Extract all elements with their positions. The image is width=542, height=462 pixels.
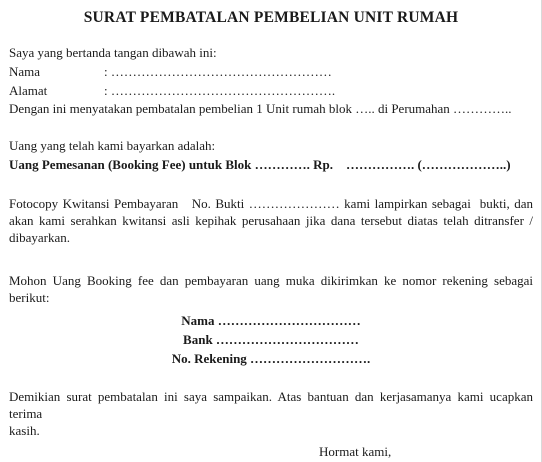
bank-detail-nama: Nama …………………………… [181, 313, 361, 328]
closing-line-1: Demikian surat pembatalan ini saya sampaikan. Atas bantuan dan kerjasamanya kami ucapkan terima [9, 389, 533, 421]
statement-text: Dengan ini menyatakan pembatalan pembelian 1 Unit rumah blok ….. di Perumahan ………….. [9, 101, 512, 116]
refund-line-1: Mohon Uang Booking fee dan pembayaran uang muka dikirimkan ke nomor rekening sebagai [9, 273, 533, 288]
field-value-alamat: : ……………………………………………. [104, 83, 336, 98]
bank-detail-rekening: No. Rekening ………………………. [171, 351, 371, 366]
closing-line-2: kasih. [9, 423, 40, 438]
sign-off: Hormat kami, [319, 444, 392, 459]
field-label-alamat: Alamat [9, 83, 48, 98]
receipt-line-3: dibayarkan. [9, 230, 71, 245]
payment-intro: Uang yang telah kami bayarkan adalah: [9, 138, 216, 153]
letter-title: SURAT PEMBATALAN PEMBELIAN UNIT RUMAH [83, 9, 459, 26]
field-label-nama: Nama [9, 64, 41, 79]
closing-paragraph [9, 388, 533, 439]
receipt-paragraph [9, 195, 533, 246]
intro-text: Saya yang bertanda tangan dibawah ini: [9, 45, 217, 60]
receipt-line-2: akan kami serahkan kwitansi asli kepihak perusahaan jika dana tersebut diatas telah ditransfer / [9, 213, 533, 228]
refund-line-2: berikut: [9, 290, 50, 305]
bank-detail-bank: Bank …………………………… [183, 332, 359, 347]
refund-paragraph [9, 272, 533, 306]
payment-line: Uang Pemesanan (Booking Fee) untuk Blok …………. Rp. ……………. (………………..) [9, 157, 511, 172]
field-value-nama: : …………………………………………… [104, 64, 332, 79]
receipt-line-1: Fotocopy Kwitansi Pembayaran No. Bukti ………………… kami lampirkan sebagai bukti, dan [9, 196, 533, 211]
